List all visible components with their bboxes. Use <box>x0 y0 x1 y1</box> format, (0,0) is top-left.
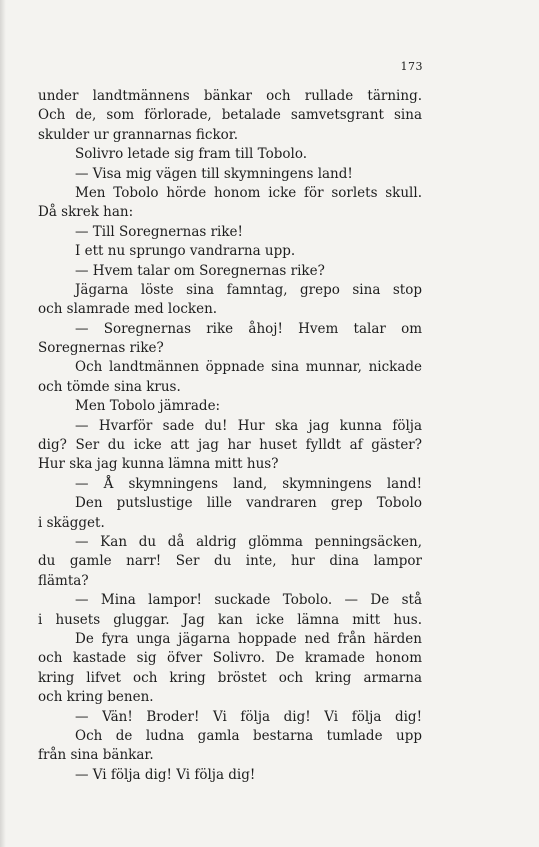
text-line: I ett nu sprungo vandrarna upp. <box>75 243 296 260</box>
text-line: — Kan du då aldrig glömma penningsäcken, <box>75 533 422 550</box>
text-line: Men Tobolo hörde honom icke för sorlets skull. <box>75 184 422 201</box>
text-line: i skägget. <box>38 514 105 531</box>
text-line: — Hvem talar om Soregnernas rike? <box>75 262 325 279</box>
text-line: och tömde sina krus. <box>38 378 181 395</box>
text-line: — Mina lampor! suckade Tobolo. — De stå <box>75 592 422 609</box>
text-line: Solivro letade sig fram till Tobolo. <box>75 146 308 163</box>
text-line: — Vi följa dig! Vi följa dig! <box>75 766 256 783</box>
text-line: — Till Soregnernas rike! <box>75 223 243 240</box>
text-line: Men Tobolo jämrade: <box>75 398 221 415</box>
text-line: kring lifvet och kring bröstet och kring armarna <box>38 669 422 686</box>
page-number: 173 <box>400 60 423 73</box>
text-line: — Hvarför sade du! Hur ska jag kunna följa <box>75 417 422 434</box>
text-line: och slamrade med locken. <box>38 301 218 318</box>
text-line: under landtmännens bänkar och rullade tärning. <box>38 88 422 104</box>
text-line: från sina bänkar. <box>38 747 154 764</box>
text-line: i husets gluggar. Jag kan icke lämna mitt hus. <box>38 611 422 628</box>
text-line: — Visa mig vägen till skymningens land! <box>75 165 353 182</box>
text-line: De fyra unga jägarna hoppade ned från härden <box>75 630 422 647</box>
text-line: och kastade sig öfver Solivro. De kramade honom <box>38 650 422 667</box>
text-line: Hur ska jag kunna lämna mitt hus? <box>38 456 279 473</box>
text-line: — Vän! Broder! Vi följa dig! Vi följa dig! <box>75 708 422 725</box>
body-text <box>38 87 422 785</box>
text-line: Soregnernas rike? <box>38 340 164 357</box>
text-line: Och de, som förlorade, betalade samvetsgrant sina <box>38 107 422 124</box>
text-line: du gamle narr! Ser du inte, hur dina lampor <box>38 553 422 570</box>
text-line: Då skrek han: <box>38 204 134 221</box>
text-line: skulder ur grannarnas fickor. <box>38 126 239 143</box>
text-line: flämta? <box>38 572 89 589</box>
text-line: — Soregnernas rike åhoj! Hvem talar om <box>75 320 422 337</box>
text-line: Och landtmännen öppnade sina munnar, nickade <box>75 359 422 376</box>
text-line: — Å skymningens land, skymningens land! <box>75 475 422 492</box>
text-line: Jägarna löste sina famntag, grepo sina stop <box>75 281 422 298</box>
text-line: Och de ludna gamla bestarna tumlade upp <box>75 727 422 744</box>
text-line: och kring benen. <box>38 689 154 706</box>
text-line: Den putslustige lille vandraren grep Tobolo <box>75 495 422 512</box>
text-line: dig? Ser du icke att jag har huset fylldt af gäster? <box>38 437 422 454</box>
